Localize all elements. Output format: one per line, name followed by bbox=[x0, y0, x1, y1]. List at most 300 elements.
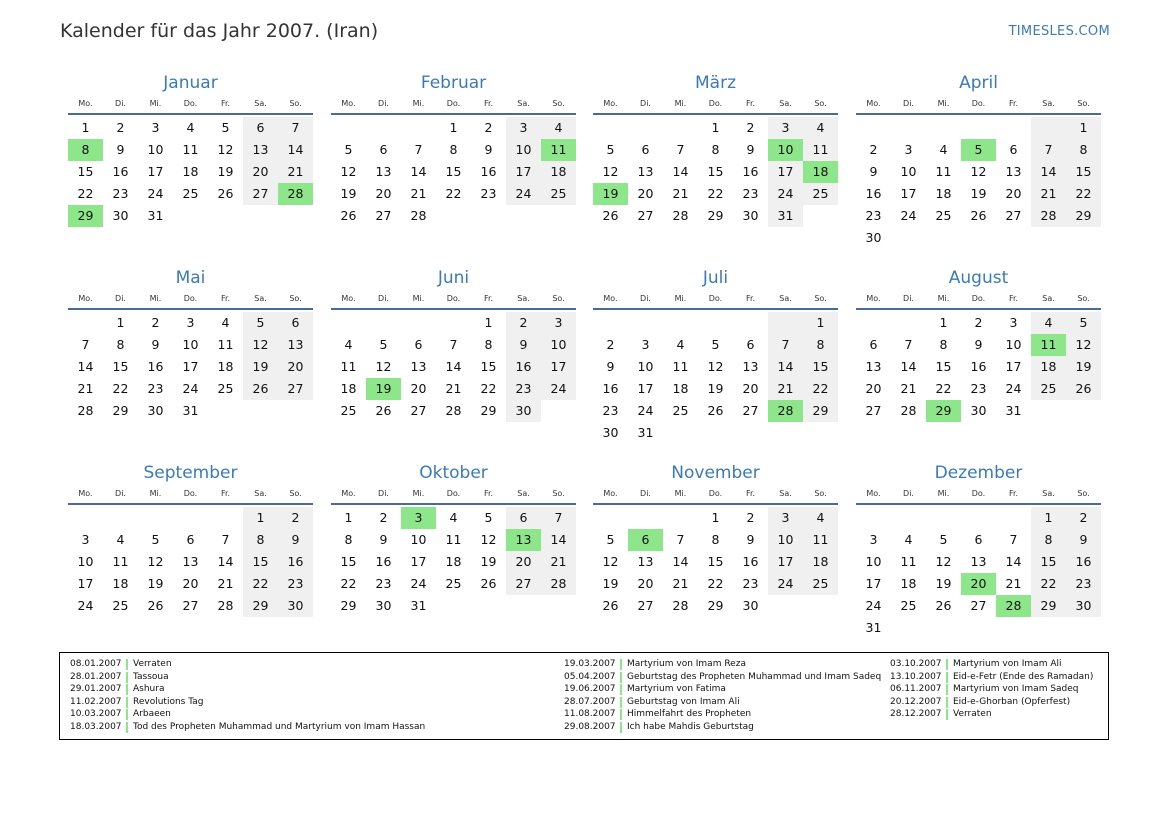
holiday-date: 06.11.2007 bbox=[890, 684, 942, 695]
day-grid bbox=[856, 117, 1101, 249]
day-cell: 18 bbox=[182, 164, 199, 179]
weekday-label: Di. bbox=[115, 294, 126, 303]
day-grid bbox=[593, 117, 838, 227]
holiday-entry bbox=[890, 658, 1093, 671]
day-cell: 12 bbox=[340, 164, 357, 179]
day-cell: 26 bbox=[375, 403, 392, 418]
day-cell: 21 bbox=[1031, 183, 1066, 205]
month-name: März bbox=[695, 73, 736, 93]
empty-cell bbox=[68, 507, 103, 529]
holiday-day-cell: 11 bbox=[541, 139, 576, 161]
day-cell: 3 bbox=[869, 532, 878, 547]
empty-cell bbox=[1066, 227, 1101, 249]
holiday-entry bbox=[70, 696, 425, 709]
page-title: Kalender für das Jahr 2007. (Iran) bbox=[60, 20, 379, 42]
holiday-marker bbox=[126, 659, 128, 670]
day-cell: 2 bbox=[379, 510, 388, 525]
header-divider bbox=[856, 503, 1101, 505]
day-cell: 12 bbox=[602, 164, 619, 179]
holiday-date: 28.07.2007 bbox=[564, 696, 616, 707]
day-cell: 8 bbox=[449, 142, 458, 157]
holiday-entry bbox=[890, 683, 1093, 696]
day-cell: 30 bbox=[865, 230, 882, 245]
day-cell: 30 bbox=[506, 400, 541, 422]
day-cell: 10 bbox=[1005, 337, 1022, 352]
day-cell: 20 bbox=[243, 161, 278, 183]
holiday-marker bbox=[126, 722, 128, 733]
weekday-label: Mo. bbox=[866, 489, 881, 498]
empty-cell bbox=[996, 507, 1031, 529]
empty-cell bbox=[541, 205, 576, 227]
day-cell: 30 bbox=[112, 208, 129, 223]
day-cell: 20 bbox=[637, 186, 654, 201]
holiday-date: 11.08.2007 bbox=[564, 709, 616, 720]
day-cell: 23 bbox=[865, 208, 882, 223]
holiday-name: Verraten bbox=[133, 659, 172, 669]
holiday-entry bbox=[890, 671, 1093, 684]
day-cell: 23 bbox=[506, 378, 541, 400]
day-cell: 9 bbox=[379, 532, 388, 547]
day-cell: 12 bbox=[970, 164, 987, 179]
weekday-label: Mi. bbox=[149, 99, 162, 108]
empty-cell bbox=[593, 507, 628, 529]
holiday-date: 20.12.2007 bbox=[890, 696, 942, 707]
holiday-name: Martyrium von Imam Sadeq bbox=[953, 684, 1079, 695]
month-november bbox=[593, 462, 838, 617]
day-cell: 4 bbox=[221, 315, 230, 330]
weekday-label: Mi. bbox=[674, 489, 687, 498]
weekday-label: Mi. bbox=[937, 99, 950, 108]
day-cell: 19 bbox=[243, 356, 278, 378]
weekday-label: Mi. bbox=[149, 489, 162, 498]
day-cell: 1 bbox=[116, 315, 125, 330]
holiday-day-cell: 29 bbox=[68, 205, 103, 227]
day-cell: 9 bbox=[506, 334, 541, 356]
holiday-name: Martyrium von Imam Ali bbox=[953, 659, 1062, 669]
empty-cell bbox=[803, 205, 838, 227]
weekday-label: Sa. bbox=[254, 99, 267, 108]
weekday-label: So. bbox=[1077, 489, 1090, 498]
header-divider bbox=[68, 503, 313, 505]
weekday-label: Di. bbox=[115, 99, 126, 108]
weekday-label: Fr. bbox=[220, 294, 231, 303]
weekday-label: Fr. bbox=[1008, 294, 1019, 303]
day-cell: 29 bbox=[480, 403, 497, 418]
day-cell: 25 bbox=[340, 403, 357, 418]
holiday-marker bbox=[946, 709, 948, 720]
day-cell: 1 bbox=[81, 120, 90, 135]
empty-cell bbox=[803, 422, 838, 444]
day-cell: 31 bbox=[410, 598, 427, 613]
day-cell: 15 bbox=[445, 164, 462, 179]
day-grid bbox=[331, 507, 576, 617]
holiday-marker bbox=[946, 659, 948, 670]
month-september bbox=[68, 462, 313, 617]
day-cell: 18 bbox=[217, 359, 234, 374]
weekday-label: Di. bbox=[378, 99, 389, 108]
empty-cell bbox=[996, 617, 1031, 639]
empty-cell bbox=[663, 312, 698, 334]
day-cell: 11 bbox=[672, 359, 689, 374]
holiday-day-cell: 8 bbox=[68, 139, 103, 161]
weekday-header bbox=[593, 487, 838, 500]
weekday-label: Mo. bbox=[603, 489, 618, 498]
day-cell: 11 bbox=[445, 532, 462, 547]
weekday-label: So. bbox=[552, 489, 565, 498]
holiday-name: Tassoua bbox=[133, 671, 169, 682]
day-cell: 7 bbox=[904, 337, 913, 352]
day-cell: 26 bbox=[602, 208, 619, 223]
holiday-date: 19.06.2007 bbox=[564, 684, 616, 695]
day-cell: 2 bbox=[869, 142, 878, 157]
day-cell: 8 bbox=[711, 142, 720, 157]
day-cell: 12 bbox=[935, 554, 952, 569]
day-cell: 16 bbox=[147, 359, 164, 374]
day-cell: 18 bbox=[1031, 356, 1066, 378]
holiday-marker bbox=[620, 709, 622, 720]
empty-cell bbox=[1031, 117, 1066, 139]
holiday-date: 18.03.2007 bbox=[70, 721, 122, 732]
day-cell: 16 bbox=[742, 164, 759, 179]
day-cell: 12 bbox=[480, 532, 497, 547]
day-cell: 21 bbox=[768, 378, 803, 400]
day-cell: 21 bbox=[672, 576, 689, 591]
holiday-name: Martyrium von Fatima bbox=[627, 684, 726, 695]
weekday-label: Do. bbox=[708, 294, 723, 303]
weekday-header bbox=[856, 487, 1101, 500]
weekday-label: Mi. bbox=[412, 489, 425, 498]
day-cell: 14 bbox=[672, 554, 689, 569]
header-divider bbox=[856, 113, 1101, 115]
holiday-day-cell: 28 bbox=[768, 400, 803, 422]
empty-cell bbox=[208, 205, 243, 227]
day-cell: 15 bbox=[77, 164, 94, 179]
day-cell: 25 bbox=[935, 208, 952, 223]
day-cell: 7 bbox=[676, 142, 685, 157]
empty-cell bbox=[506, 205, 541, 227]
day-cell: 28 bbox=[77, 403, 94, 418]
day-cell: 17 bbox=[900, 186, 917, 201]
day-cell: 2 bbox=[746, 510, 755, 525]
brand-link[interactable]: TIMESLES.COM bbox=[1008, 24, 1110, 39]
weekday-label: So. bbox=[552, 294, 565, 303]
day-cell: 16 bbox=[602, 381, 619, 396]
day-cell: 23 bbox=[147, 381, 164, 396]
weekday-header bbox=[331, 487, 576, 500]
day-cell: 8 bbox=[116, 337, 125, 352]
empty-cell bbox=[366, 312, 401, 334]
header-divider bbox=[68, 113, 313, 115]
header-divider bbox=[68, 308, 313, 310]
day-cell: 26 bbox=[935, 598, 952, 613]
header-divider bbox=[331, 113, 576, 115]
day-cell: 4 bbox=[904, 532, 913, 547]
day-cell: 20 bbox=[865, 381, 882, 396]
day-cell: 28 bbox=[217, 598, 234, 613]
day-cell: 17 bbox=[410, 554, 427, 569]
day-cell: 27 bbox=[410, 403, 427, 418]
holiday-name: Revolutions Tag bbox=[133, 696, 204, 707]
day-cell: 18 bbox=[803, 551, 838, 573]
day-cell: 14 bbox=[77, 359, 94, 374]
day-cell: 15 bbox=[480, 359, 497, 374]
day-cell: 24 bbox=[637, 403, 654, 418]
day-cell: 22 bbox=[243, 573, 278, 595]
day-cell: 4 bbox=[1031, 312, 1066, 334]
day-cell: 25 bbox=[217, 381, 234, 396]
day-cell: 6 bbox=[278, 312, 313, 334]
weekday-label: Do. bbox=[971, 294, 986, 303]
weekday-label: Mo. bbox=[78, 99, 93, 108]
day-cell: 28 bbox=[1031, 205, 1066, 227]
holiday-marker bbox=[946, 672, 948, 683]
day-cell: 8 bbox=[344, 532, 353, 547]
day-cell: 29 bbox=[707, 598, 724, 613]
holiday-entry bbox=[70, 671, 425, 684]
empty-cell bbox=[663, 507, 698, 529]
day-cell: 19 bbox=[1066, 356, 1101, 378]
header-divider bbox=[331, 503, 576, 505]
empty-cell bbox=[1031, 400, 1066, 422]
empty-cell bbox=[208, 400, 243, 422]
holiday-marker bbox=[946, 684, 948, 695]
holiday-name: Tod des Propheten Muhammad und Martyrium von Imam Hassan bbox=[133, 721, 426, 732]
day-cell: 6 bbox=[641, 142, 650, 157]
holiday-name: Eid-e-Fetr (Ende des Ramadan) bbox=[953, 671, 1094, 682]
weekday-header bbox=[593, 97, 838, 110]
day-cell: 3 bbox=[641, 337, 650, 352]
empty-cell bbox=[891, 312, 926, 334]
weekday-label: Mo. bbox=[603, 99, 618, 108]
weekday-label: Mi. bbox=[674, 294, 687, 303]
holiday-date: 28.12.2007 bbox=[890, 709, 942, 720]
weekday-label: Sa. bbox=[517, 99, 530, 108]
day-cell: 17 bbox=[506, 161, 541, 183]
holiday-date: 05.04.2007 bbox=[564, 671, 616, 682]
holiday-day-cell: 28 bbox=[996, 595, 1031, 617]
day-cell: 7 bbox=[221, 532, 230, 547]
day-cell: 30 bbox=[742, 598, 759, 613]
holiday-name: Geburtstag von Imam Ali bbox=[627, 696, 740, 707]
day-cell: 27 bbox=[637, 208, 654, 223]
day-cell: 24 bbox=[410, 576, 427, 591]
weekday-label: Mi. bbox=[674, 99, 687, 108]
day-cell: 24 bbox=[1005, 381, 1022, 396]
day-cell: 31 bbox=[147, 208, 164, 223]
weekday-label: Fr. bbox=[483, 489, 494, 498]
weekday-label: Mo. bbox=[603, 294, 618, 303]
day-cell: 16 bbox=[112, 164, 129, 179]
holiday-entry bbox=[70, 683, 425, 696]
empty-cell bbox=[961, 227, 996, 249]
holiday-day-cell: 6 bbox=[628, 529, 663, 551]
day-cell: 23 bbox=[970, 381, 987, 396]
day-cell: 11 bbox=[217, 337, 234, 352]
day-cell: 8 bbox=[939, 337, 948, 352]
weekday-label: Sa. bbox=[779, 99, 792, 108]
day-cell: 12 bbox=[217, 142, 234, 157]
holiday-entry bbox=[890, 708, 1093, 721]
day-cell: 4 bbox=[939, 142, 948, 157]
empty-cell bbox=[891, 117, 926, 139]
day-cell: 18 bbox=[672, 381, 689, 396]
day-cell: 25 bbox=[1031, 378, 1066, 400]
empty-cell bbox=[856, 117, 891, 139]
day-cell: 27 bbox=[375, 208, 392, 223]
day-cell: 10 bbox=[541, 334, 576, 356]
day-cell: 14 bbox=[217, 554, 234, 569]
day-cell: 3 bbox=[506, 117, 541, 139]
day-cell: 22 bbox=[1066, 183, 1101, 205]
day-cell: 21 bbox=[900, 381, 917, 396]
empty-cell bbox=[436, 312, 471, 334]
weekday-label: Fr. bbox=[220, 99, 231, 108]
holiday-marker bbox=[620, 659, 622, 670]
weekday-header bbox=[68, 97, 313, 110]
day-cell: 25 bbox=[803, 573, 838, 595]
day-cell: 26 bbox=[243, 378, 278, 400]
empty-cell bbox=[173, 507, 208, 529]
day-cell: 14 bbox=[1031, 161, 1066, 183]
day-cell: 8 bbox=[243, 529, 278, 551]
weekday-label: Do. bbox=[446, 294, 461, 303]
empty-cell bbox=[1031, 617, 1066, 639]
day-cell: 21 bbox=[541, 551, 576, 573]
holiday-name: Verraten bbox=[953, 709, 992, 720]
day-cell: 6 bbox=[186, 532, 195, 547]
holiday-marker bbox=[620, 684, 622, 695]
empty-cell bbox=[856, 312, 891, 334]
day-cell: 29 bbox=[803, 400, 838, 422]
day-cell: 31 bbox=[768, 205, 803, 227]
day-cell: 13 bbox=[637, 554, 654, 569]
day-cell: 16 bbox=[480, 164, 497, 179]
empty-cell bbox=[698, 422, 733, 444]
month-name: August bbox=[948, 268, 1009, 288]
empty-cell bbox=[68, 312, 103, 334]
day-cell: 16 bbox=[278, 551, 313, 573]
weekday-label: Fr. bbox=[1008, 489, 1019, 498]
holiday-entry bbox=[564, 683, 881, 696]
weekday-label: Sa. bbox=[1042, 294, 1055, 303]
day-cell: 3 bbox=[904, 142, 913, 157]
weekday-label: Mi. bbox=[937, 489, 950, 498]
day-cell: 30 bbox=[970, 403, 987, 418]
day-cell: 6 bbox=[414, 337, 423, 352]
weekday-label: Fr. bbox=[483, 294, 494, 303]
day-cell: 5 bbox=[344, 142, 353, 157]
day-cell: 15 bbox=[1066, 161, 1101, 183]
month-april bbox=[856, 72, 1101, 249]
day-cell: 13 bbox=[182, 554, 199, 569]
weekday-label: Di. bbox=[903, 294, 914, 303]
day-cell: 1 bbox=[243, 507, 278, 529]
weekday-label: Mo. bbox=[341, 99, 356, 108]
month-august bbox=[856, 267, 1101, 422]
day-cell: 31 bbox=[865, 620, 882, 635]
header-divider bbox=[856, 308, 1101, 310]
day-cell: 26 bbox=[147, 598, 164, 613]
empty-cell bbox=[768, 422, 803, 444]
day-cell: 21 bbox=[278, 161, 313, 183]
day-cell: 20 bbox=[1005, 186, 1022, 201]
holiday-name: Himmelfahrt des Propheten bbox=[627, 709, 752, 720]
day-cell: 9 bbox=[746, 142, 755, 157]
day-cell: 17 bbox=[77, 576, 94, 591]
month-name: Dezember bbox=[934, 463, 1023, 483]
day-cell: 19 bbox=[217, 164, 234, 179]
holiday-day-cell: 11 bbox=[1031, 334, 1066, 356]
weekday-label: So. bbox=[552, 99, 565, 108]
day-cell: 24 bbox=[77, 598, 94, 613]
day-cell: 4 bbox=[449, 510, 458, 525]
day-cell: 28 bbox=[672, 208, 689, 223]
day-cell: 4 bbox=[344, 337, 353, 352]
day-cell: 10 bbox=[410, 532, 427, 547]
empty-cell bbox=[961, 617, 996, 639]
holiday-name: Eid-e-Ghorban (Opferfest) bbox=[953, 696, 1071, 707]
day-cell: 27 bbox=[970, 598, 987, 613]
day-cell: 10 bbox=[182, 337, 199, 352]
day-cell: 23 bbox=[480, 186, 497, 201]
empty-cell bbox=[278, 205, 313, 227]
day-cell: 5 bbox=[379, 337, 388, 352]
day-cell: 29 bbox=[340, 598, 357, 613]
day-grid bbox=[68, 312, 313, 422]
day-cell: 27 bbox=[506, 573, 541, 595]
day-cell: 24 bbox=[147, 186, 164, 201]
weekday-label: Do. bbox=[446, 99, 461, 108]
month-name: Februar bbox=[420, 73, 487, 93]
day-cell: 27 bbox=[637, 598, 654, 613]
holiday-date: 08.01.2007 bbox=[70, 659, 122, 669]
day-cell: 1 bbox=[1031, 507, 1066, 529]
day-cell: 28 bbox=[672, 598, 689, 613]
weekday-label: Sa. bbox=[254, 489, 267, 498]
day-cell: 6 bbox=[1009, 142, 1018, 157]
day-cell: 19 bbox=[340, 186, 357, 201]
weekday-label: Do. bbox=[183, 294, 198, 303]
day-cell: 7 bbox=[676, 532, 685, 547]
holiday-day-cell: 29 bbox=[926, 400, 961, 422]
day-grid bbox=[331, 312, 576, 422]
empty-cell bbox=[926, 617, 961, 639]
weekday-header bbox=[68, 487, 313, 500]
weekday-label: Fr. bbox=[745, 99, 756, 108]
day-cell: 3 bbox=[1009, 315, 1018, 330]
holiday-marker bbox=[126, 672, 128, 683]
day-cell: 16 bbox=[506, 356, 541, 378]
weekday-label: Di. bbox=[640, 294, 651, 303]
day-cell: 22 bbox=[480, 381, 497, 396]
holiday-marker bbox=[620, 722, 622, 733]
day-cell: 6 bbox=[974, 532, 983, 547]
day-cell: 11 bbox=[803, 139, 838, 161]
day-cell: 1 bbox=[449, 120, 458, 135]
day-cell: 24 bbox=[865, 598, 882, 613]
empty-cell bbox=[138, 507, 173, 529]
day-cell: 7 bbox=[414, 142, 423, 157]
day-cell: 15 bbox=[112, 359, 129, 374]
day-cell: 21 bbox=[445, 381, 462, 396]
day-cell: 6 bbox=[746, 337, 755, 352]
holiday-marker bbox=[620, 697, 622, 708]
holiday-column-3 bbox=[890, 658, 1093, 721]
day-cell: 20 bbox=[410, 381, 427, 396]
weekday-label: Do. bbox=[183, 489, 198, 498]
day-cell: 7 bbox=[449, 337, 458, 352]
weekday-header bbox=[856, 97, 1101, 110]
